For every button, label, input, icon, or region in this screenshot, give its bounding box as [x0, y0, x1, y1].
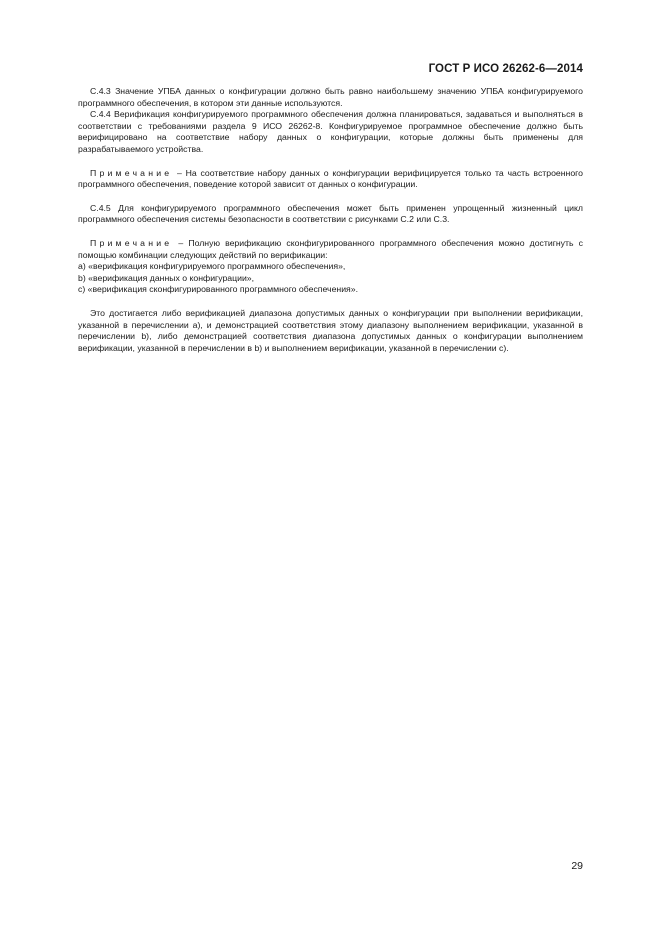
document-header: ГОСТ Р ИСО 26262-6—2014 [428, 63, 583, 75]
paragraph-c4-5: С.4.5 Для конфигурируемого программного обеспечения может быть применен упрощенный жизненный цикл программного обеспечения системы безопасности в соответствии с рисунками С.2 или С.3. [78, 202, 583, 225]
note-2-label: Примечание [90, 237, 173, 248]
list-item-c: с) «верификация сконфигурированного программного обеспечения». [78, 284, 359, 295]
paragraph-final: Это достигается либо верификацией диапазона допустимых данных о конфигурации при выполнении верификации, указанной в перечислении а), и демонстрацией соответствия этому диапазону выполнением верификации, указанной в перечислении b), либо демонстрацией соответствия диапазона допустимых данных о конфигурации выполнением верификации, указанной в перечислении в b) и выполнением верификации, указанной в перечислении с). [78, 307, 583, 353]
note-2 [78, 238, 583, 261]
list-item-b: b) «верификация данных о конфигурации», [78, 272, 255, 283]
note-1-label: Примечание [90, 167, 173, 178]
paragraph-c4-3: С.4.3 Значение УПБА данных о конфигурации должно быть равно наибольшему значению УПБА конфигурируемого программного обеспечения, в котором эти данные используются. [78, 86, 583, 108]
document-body [78, 86, 583, 354]
note-1-text: – На соответствие набору данных о конфигурации верифицируется только та часть встроенного программного обеспечения, поведение которой зависит от данных о конфигурации. [78, 167, 583, 190]
paragraph-c4-4: С.4.4 Верификация конфигурируемого программного обеспечения должна планироваться, задаваться и выполняться в соответствии с требованиями раздела 9 ИСО 26262-8. Конфигурируемое программное обеспечение должно быть верифицировано на соответствие набору данных о конфигурации, которые должны быть применены для разрабатываемого устройства. [78, 109, 583, 154]
page-number: 29 [571, 860, 583, 872]
note-2-text: – Полную верификацию сконфигурированного программного обеспечения можно достигнуть с помощью комбинации следующих действий по верификации: [78, 237, 583, 260]
list-item-a: а) «верификация конфигурируемого программного обеспечения», [78, 261, 346, 272]
note-1 [78, 168, 583, 191]
